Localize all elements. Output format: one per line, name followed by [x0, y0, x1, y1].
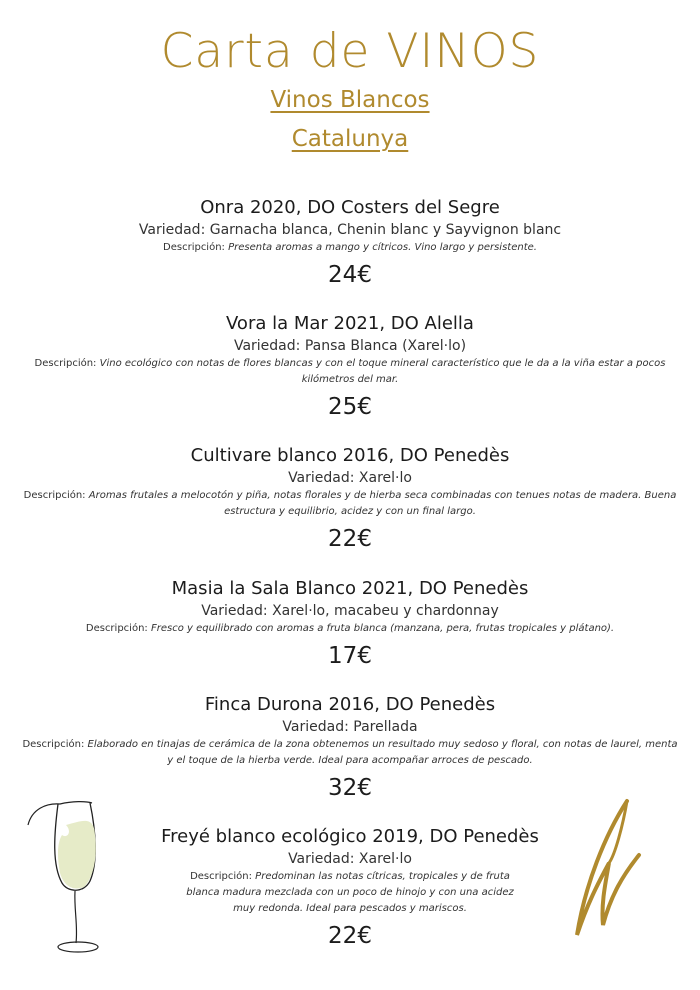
desc-label: Descripción:: [190, 871, 252, 882]
desc-text: Aromas frutales a melocotón y piña, notas florales y de hierba seca combinadas con tenues notas de madera. Buena estructura y equilibrio, acidez y con un final largo.: [88, 490, 677, 517]
wine-description: [20, 488, 680, 520]
desc-label: Descripción:: [85, 623, 148, 634]
page-title: Carta de VINOS: [160, 24, 540, 79]
wine-name: Onra 2020, DO Costers del Segre: [200, 197, 500, 218]
wine-price: 22€: [328, 526, 372, 552]
desc-text: Presenta aromas a mango y cítricos. Vino largo y persistente.: [228, 242, 537, 253]
desc-text: Elaborado en tinajas de cerámica de la zona obtenemos un resultado muy sedoso y floral, con notas de laurel, menta y el toque de la hierba verde. Ideal para acompañar arroces de pescado.: [87, 739, 678, 766]
wine-item: [20, 444, 680, 556]
wine-name: Finca Durona 2016, DO Penedès: [204, 694, 496, 715]
wine-variety: Variedad: Xarel·lo: [288, 470, 412, 486]
region-title: Catalunya: [291, 126, 409, 152]
section-title: Vinos Blancos: [270, 87, 430, 113]
wine-price: 32€: [328, 775, 372, 801]
wine-name: Cultivare blanco 2016, DO Penedès: [190, 445, 510, 466]
desc-label: Descripción:: [22, 739, 85, 750]
desc-label: Descripción:: [34, 358, 97, 369]
wine-item: [20, 312, 680, 424]
wine-price: 24€: [328, 262, 372, 288]
wine-name: Freyé blanco ecológico 2019, DO Penedès: [161, 826, 539, 847]
wine-price: 25€: [328, 394, 372, 420]
wine-price: 22€: [328, 923, 372, 949]
wine-variety: Variedad: Garnacha blanca, Chenin blanc y Sayvignon blanc: [138, 222, 562, 238]
desc-text: Predominan las notas cítricas, tropicales y de fruta blanca madura mezclada con un poco de hinojo y con una acidez muy redonda. Ideal para pescados y mariscos.: [186, 871, 514, 914]
wine-variety: Variedad: Xarel·lo: [288, 851, 412, 867]
wine-description: [180, 869, 520, 917]
wine-item: [20, 196, 680, 292]
wine-name: Masia la Sala Blanco 2021, DO Penedès: [171, 578, 529, 599]
wine-glass-icon: [22, 795, 122, 955]
wine-description: [20, 621, 680, 637]
desc-text: Vino ecológico con notas de flores blancas y con el toque mineral característico que le da a la viña estar a pocos kilómetros del mar.: [99, 358, 666, 385]
wine-item: [20, 577, 680, 673]
desc-text: Fresco y equilibrado con aromas a fruta blanca (manzana, pera, frutas tropicales y plátano).: [150, 623, 615, 634]
desc-label: Descripción:: [163, 242, 225, 253]
wine-variety: Variedad: Pansa Blanca (Xarel·lo): [233, 338, 467, 354]
desc-label: Descripción:: [23, 490, 86, 501]
wine-variety: Variedad: Xarel·lo, macabeu y chardonnay: [201, 603, 499, 619]
wine-name: Vora la Mar 2021, DO Alella: [226, 313, 474, 334]
wine-description: [20, 240, 680, 256]
wine-description: [20, 737, 680, 769]
wine-item: [20, 693, 680, 805]
gold-flourish-icon: [565, 795, 645, 945]
wine-price: 17€: [328, 643, 372, 669]
wine-description: [20, 356, 680, 388]
wine-variety: Variedad: Parellada: [282, 719, 418, 735]
